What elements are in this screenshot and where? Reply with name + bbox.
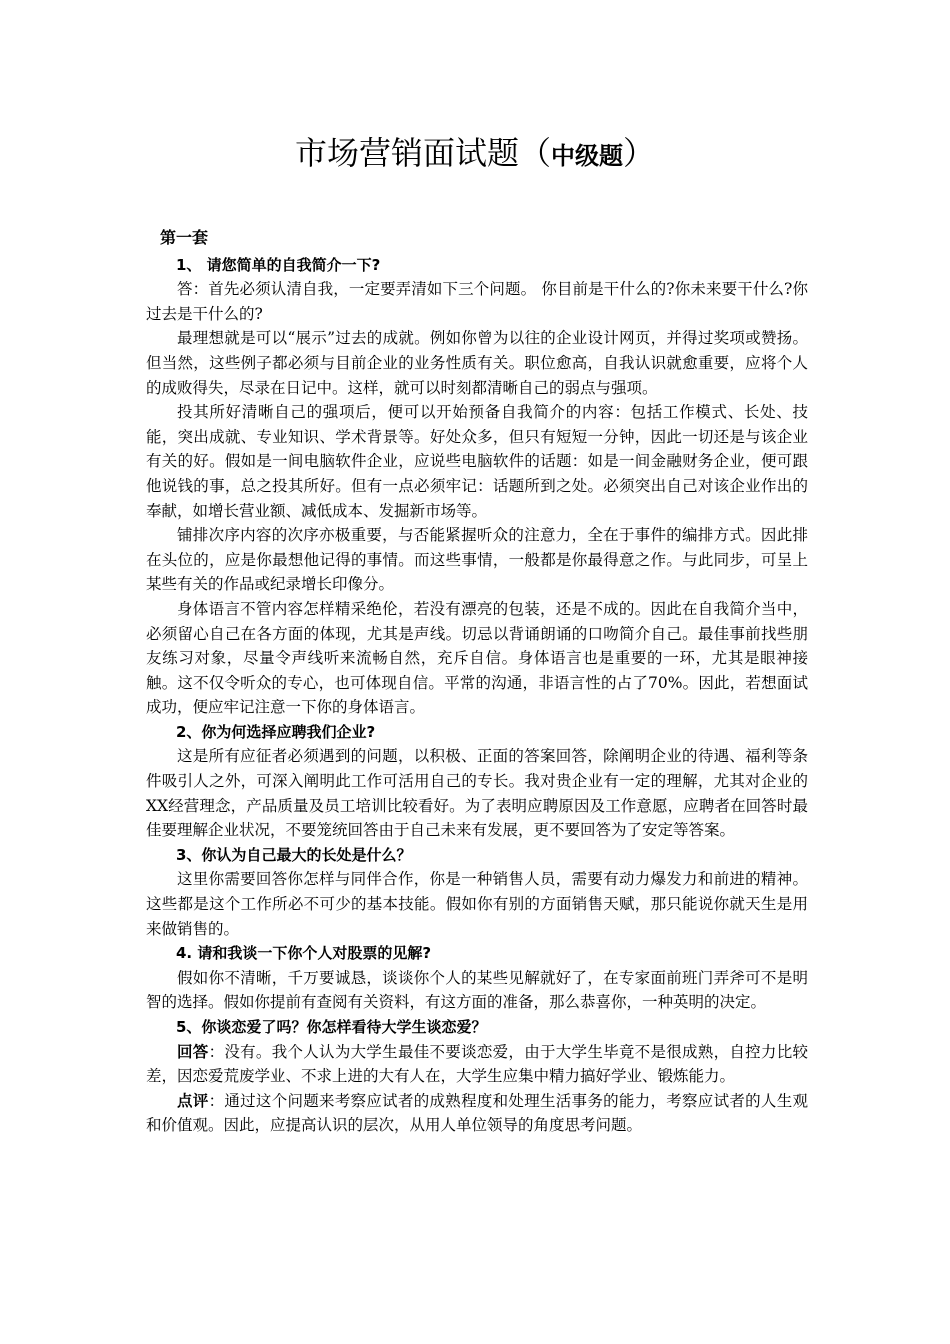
answer-paragraph: 假如你不清晰，千万要诚恳，谈谈你个人的某些见解就好了，在专家面前班门弄斧可不是明智的选择。假如你提前有查阅有关资料，有这方面的准备，那么恭喜你，一种英明的决定。 xyxy=(146,968,808,1012)
answer-paragraph: 这里你需要回答你怎样与同伴合作，你是一种销售人员，需要有动力爆发力和前进的精神。这些都是这个工作所必不可少的基本技能。假如你有别的方面销售天赋，那只能说你就天生是用来做销售的。 xyxy=(146,870,808,938)
document-title xyxy=(0,128,950,174)
comment-text: ：通过这个问题来考察应试者的成熟程度和处理生活事务的能力，考察应试者的人生观和价值观。因此，应提高认识的层次，从用人单位领导的角度思考问题。 xyxy=(146,1091,808,1135)
answer-paragraph: 投其所好清晰自己的强项后，便可以开始预备自我简介的内容：包括工作模式、长处、技能，突出成就、专业知识、学术背景等。好处众多，但只有短短一分钟，因此一切还是与该企业有关的好。假如是一间电脑软件企业，应说些电脑软件的话题：如是一间金融财务企业，便可跟他说钱的事，总之投其所好。但有一点必须牢记：话题所到之处。必须突出自己对该企业作出的奉献，如增长营业额、减低成本、发掘新市场等。 xyxy=(146,403,808,520)
answer-paragraph: 铺排次序内容的次序亦极重要，与否能紧握听众的注意力，全在于事件的编排方式。因此排在头位的，应是你最想他记得的事情。而这些事情，一般都是你最得意之作。与此同步，可呈上某些有关的作品或纪录增长印像分。 xyxy=(146,526,808,594)
set-title: 第一套 xyxy=(160,228,209,247)
answer-label: 回答 xyxy=(177,1042,209,1061)
title-sub: 中级题 xyxy=(551,142,623,170)
question-5: 5、你谈恋爱了吗？你怎样看待大学生谈恋爱？ xyxy=(176,1018,487,1036)
question-3: 3、你认为自己最大的长处是什么？ xyxy=(176,845,412,864)
answer-paragraph: 身体语言不管内容怎样精采绝伦，若没有漂亮的包装，还是不成的。因此在自我简介当中，必须留心自己在各方面的体现，尤其是声线。切忌以背诵朗诵的口吻简介自己。最佳事前找些朋友练习对象，尽量令声线听来流畅自然，充斥自信。身体语言也是重要的一环，尤其是眼神接触。这不仅令听众的专心，也可体现自信。平常的沟通，非语言性的占了70%。因此，若想面试成功，便应牢记注意一下你的身体语言。 xyxy=(146,599,808,717)
answer-paragraph: 答：首先必须认清自我，一定要弄清如下三个问题。 你目前是干什么的?你未来要干什么?你过去是干什么的? xyxy=(146,280,808,323)
title-paren-close: ） xyxy=(623,134,656,172)
comment-label: 点评 xyxy=(177,1091,209,1110)
answer-paragraph: 最理想就是可以“展示”过去的成就。例如你曾为以往的企业设计网页，并得过奖项或赞扬。但当然，这些例子都必须与目前企业的业务性质有关。职位愈高，自我认识就愈重要，应将个人的成败得失，尽录在日记中。这样，就可以时刻都清晰自己的弱点与强项。 xyxy=(146,329,808,397)
title-paren-open: （ xyxy=(518,134,551,172)
answer-paragraph xyxy=(146,1040,808,1089)
comment-paragraph xyxy=(146,1089,808,1138)
answer-paragraph: 这是所有应征者必须遇到的问题，以积极、正面的答案回答，除阐明企业的待遇、福利等条件吸引人之外，可深入阐明此工作可活用自己的专长。我对贵企业有一定的理解，尤其对企业的XX经营理念，产品质量及员工培训比较看好。为了表明应聘原因及工作意愿，应聘者在回答时最佳要理解企业状况，不要笼统回答由于自己未来有发展，更不要回答为了安定等答案。 xyxy=(146,747,808,840)
answer-text: ：没有。我个人认为大学生最佳不要谈恋爱，由于大学生毕竟不是很成熟，自控力比较差，因恋爱荒废学业、不求上进的大有人在，大学生应集中精力搞好学业、锻炼能力。 xyxy=(146,1042,808,1086)
question-4: 4. 请和我谈一下你个人对股票的见解? xyxy=(176,944,432,963)
title-main: 市场营销面试题 xyxy=(294,134,519,172)
document-body xyxy=(146,226,808,1138)
question-1: 1、 请您简单的自我简介一下? xyxy=(176,255,381,274)
question-2: 2、你为何选择应聘我们企业? xyxy=(176,722,376,741)
